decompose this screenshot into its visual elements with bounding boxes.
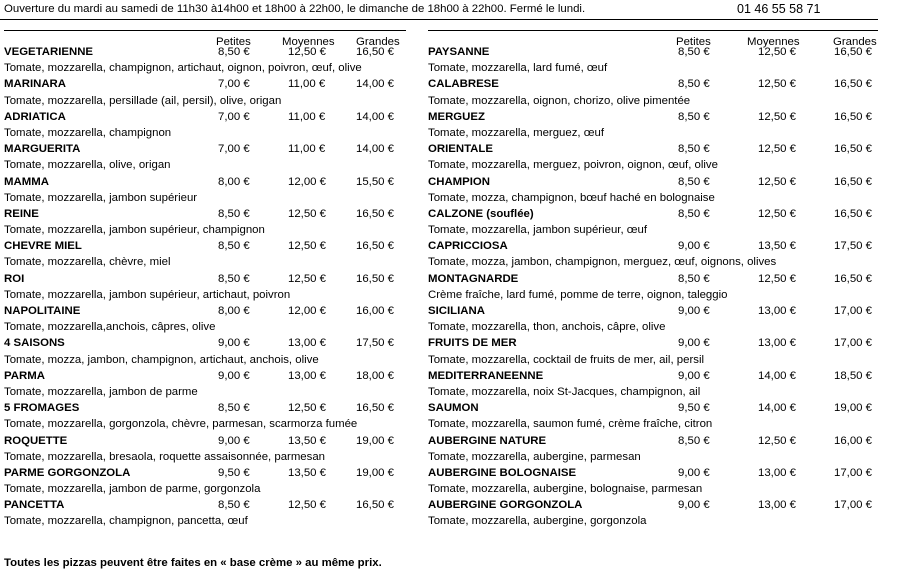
header-bar: [0, 0, 878, 20]
pizza-price-row: [428, 44, 878, 60]
medium-price: 12,50 €: [758, 207, 797, 220]
pizza-price-row: [4, 303, 406, 319]
pizza-name: MERGUEZ: [428, 110, 485, 123]
large-price: 19,00 €: [356, 466, 395, 479]
pizza-item: [4, 400, 406, 432]
pizza-name: AUBERGINE NATURE: [428, 434, 547, 447]
large-price: 16,50 €: [834, 207, 873, 220]
pizza-ingredients: Tomate, mozzarella, champignon, artichaut, oignon, poivron, œuf, olive: [4, 62, 362, 75]
pizza-item: [4, 174, 406, 206]
large-price: 16,00 €: [834, 434, 873, 447]
pizza-ingredients: Tomate, mozzarella, olive, origan: [4, 159, 171, 172]
pizza-ingredients: Tomate, mozzarella, jambon supérieur, œuf: [428, 224, 648, 237]
pizza-item: [428, 174, 878, 206]
pizza-price-row: [428, 335, 878, 351]
medium-price: 13,00 €: [288, 369, 327, 382]
pizza-ingredients: Tomate, mozza, jambon, champignon, merguez, œuf, oignons, olives: [428, 256, 777, 269]
pizza-ingredients: Tomate, mozzarella, gorgonzola, chèvre, parmesan, scarmorza fumée: [4, 418, 358, 431]
pizza-ingredients: Tomate, mozzarella, oignon, chorizo, olive pimentée: [428, 94, 691, 107]
large-price: 16,50 €: [834, 143, 873, 156]
pizza-name: 5 FROMAGES: [4, 402, 80, 415]
large-price: 16,50 €: [834, 46, 873, 58]
pizza-price-row: [428, 238, 878, 254]
large-price: 17,00 €: [834, 337, 873, 350]
pizza-price-row: [4, 400, 406, 416]
large-price: 14,00 €: [356, 78, 395, 91]
medium-price: 12,50 €: [758, 434, 797, 447]
pizza-item: [428, 335, 878, 367]
pizza-price-row: [428, 174, 878, 190]
pizza-price-row: [428, 433, 878, 449]
pizza-ingredients: Tomate, mozzarella, jambon supérieur: [4, 191, 198, 204]
price-header: [4, 30, 406, 48]
pizza-price-row: [4, 174, 406, 190]
small-price: 9,50 €: [218, 466, 250, 479]
small-price: 8,50 €: [678, 434, 710, 447]
pizza-ingredients: Tomate, mozzarella, jambon supérieur, champignon: [4, 224, 265, 237]
small-price: 8,50 €: [678, 175, 710, 188]
pizza-name: PAYSANNE: [428, 46, 490, 58]
pizza-ingredients: Tomate, mozza, jambon, champignon, artichaut, anchois, olive: [4, 353, 319, 366]
pizza-price-row: [4, 109, 406, 125]
pizza-name: CALZONE (souflée): [428, 207, 534, 220]
medium-price: 11,00 €: [288, 78, 326, 91]
small-price: 9,00 €: [678, 305, 710, 317]
large-price: 17,50 €: [834, 240, 873, 253]
large-price: 19,00 €: [834, 402, 873, 415]
pizza-item: [4, 465, 406, 497]
medium-price: 13,50 €: [288, 466, 327, 479]
small-price: 8,00 €: [218, 305, 250, 317]
pizza-price-row: [428, 368, 878, 384]
large-size-header: Grandes: [833, 36, 877, 48]
medium-price: 12,50 €: [288, 207, 327, 220]
pizza-name: MONTAGNARDE: [428, 272, 519, 285]
large-price: 18,50 €: [834, 369, 873, 382]
medium-price: 14,00 €: [758, 369, 797, 382]
pizza-name: PARMA: [4, 369, 45, 382]
pizza-name: FRUITS DE MER: [428, 337, 517, 350]
medium-price: 13,00 €: [758, 305, 797, 317]
medium-price: 14,00 €: [758, 402, 797, 415]
pizza-name: MARINARA: [4, 78, 67, 91]
medium-price: 12,50 €: [758, 46, 797, 58]
small-price: 8,50 €: [678, 78, 710, 91]
medium-price: 12,50 €: [288, 499, 327, 512]
small-price: 8,50 €: [678, 207, 710, 220]
pizza-ingredients: Tomate, mozzarella, bresaola, roquette assaisonnée, parmesan: [4, 450, 326, 463]
pizza-item: [428, 465, 878, 497]
pizza-name: CAPRICCIOSA: [428, 240, 508, 253]
pizza-name: ROQUETTE: [4, 434, 68, 447]
small-price: 9,50 €: [678, 402, 710, 415]
pizza-price-row: [428, 497, 878, 513]
medium-price: 13,00 €: [758, 499, 797, 512]
pizza-price-row: [428, 206, 878, 222]
small-price: 7,00 €: [218, 110, 250, 123]
medium-price: 12,50 €: [758, 78, 797, 91]
pizza-item: [428, 368, 878, 400]
pizza-item: [4, 76, 406, 108]
medium-price: 12,00 €: [288, 305, 327, 317]
large-price: 17,50 €: [356, 337, 395, 350]
pizza-ingredients: Tomate, mozzarella, jambon de parme, gorgonzola: [4, 483, 261, 496]
pizza-ingredients: Tomate, mozzarella, merguez, œuf: [428, 126, 604, 139]
large-price: 16,50 €: [356, 272, 395, 285]
pizza-name: ORIENTALE: [428, 143, 493, 156]
pizza-item: [428, 44, 878, 76]
large-price: 17,00 €: [834, 499, 873, 512]
small-price: 8,00 €: [218, 175, 250, 188]
pizza-ingredients: Tomate, mozzarella, jambon supérieur, artichaut, poivron: [4, 288, 291, 301]
pizza-price-row: [4, 206, 406, 222]
pizza-name: CALABRESE: [428, 78, 499, 91]
pizza-name: MARGUERITA: [4, 143, 81, 156]
pizza-name: PANCETTA: [4, 499, 65, 512]
small-price: 9,00 €: [678, 337, 710, 350]
small-size-header: Petites: [676, 36, 711, 48]
medium-price: 12,50 €: [758, 143, 797, 156]
small-price: 8,50 €: [678, 110, 710, 123]
large-price: 16,50 €: [356, 240, 395, 253]
pizza-ingredients: Tomate, mozzarella, cocktail de fruits de mer, ail, persil: [428, 353, 705, 366]
medium-price: 12,50 €: [758, 272, 797, 285]
large-price: 16,50 €: [356, 499, 395, 512]
pizza-price-row: [428, 465, 878, 481]
large-price: 14,00 €: [356, 110, 395, 123]
pizza-name: AUBERGINE BOLOGNAISE: [428, 466, 577, 479]
medium-price: 12,50 €: [288, 272, 327, 285]
large-price: 17,00 €: [834, 466, 873, 479]
pizza-item: [428, 433, 878, 465]
pizza-price-row: [4, 433, 406, 449]
medium-price: 13,00 €: [758, 466, 797, 479]
medium-price: 12,50 €: [758, 175, 797, 188]
pizza-name: SAUMON: [428, 402, 479, 415]
small-price: 9,00 €: [678, 499, 710, 512]
medium-price: 13,00 €: [758, 337, 797, 350]
pizza-ingredients: Tomate, mozzarella, aubergine, parmesan: [428, 450, 641, 463]
medium-price: 13,00 €: [288, 337, 327, 350]
pizza-name: CHAMPION: [428, 175, 491, 188]
medium-price: 12,50 €: [288, 240, 327, 253]
pizza-price-row: [4, 44, 406, 60]
pizza-item: [4, 303, 406, 335]
pizza-ingredients: Tomate, mozzarella, chèvre, miel: [4, 256, 171, 269]
medium-price: 12,50 €: [758, 110, 797, 123]
pizza-ingredients: Tomate, mozzarella, noix St-Jacques, champignon, ail: [428, 385, 701, 398]
pizza-price-row: [4, 465, 406, 481]
medium-price: 13,50 €: [758, 240, 797, 253]
pizza-name: REINE: [4, 207, 39, 220]
opening-hours: Ouverture du mardi au samedi de 11h30 à14h00 et 18h00 à 22h00, le dimanche de 18h00 à 22h00. Fermé le lundi.: [4, 3, 586, 15]
pizza-price-row: [4, 141, 406, 157]
small-price: 8,50 €: [218, 499, 250, 512]
small-price: 7,00 €: [218, 143, 250, 156]
pizza-name: AUBERGINE GORGONZOLA: [428, 499, 583, 512]
pizza-price-row: [428, 76, 878, 92]
small-price: 8,50 €: [678, 143, 710, 156]
pizza-price-row: [428, 109, 878, 125]
small-price: 8,50 €: [218, 272, 250, 285]
pizza-item: [4, 335, 406, 367]
medium-price: 13,50 €: [288, 434, 327, 447]
pizza-item: [4, 368, 406, 400]
pizza-item: [4, 141, 406, 173]
small-price: 9,00 €: [218, 369, 250, 382]
small-price: 8,50 €: [678, 46, 710, 58]
small-price: 9,00 €: [218, 337, 250, 350]
pizza-item: [428, 497, 878, 529]
large-price: 17,00 €: [834, 305, 873, 317]
medium-price: 11,00 €: [288, 143, 326, 156]
large-price: 16,50 €: [834, 110, 873, 123]
large-price: 14,00 €: [356, 143, 395, 156]
medium-price: 11,00 €: [288, 110, 326, 123]
pizza-price-row: [428, 400, 878, 416]
small-price: 8,50 €: [218, 207, 250, 220]
small-price: 9,00 €: [678, 240, 710, 253]
large-price: 16,50 €: [834, 78, 873, 91]
large-price: 18,00 €: [356, 369, 395, 382]
pizza-item: [4, 433, 406, 465]
pizza-name: MEDITERRANEENNE: [428, 369, 544, 382]
large-price: 15,50 €: [356, 175, 395, 188]
pizza-name: 4 SAISONS: [4, 337, 65, 350]
pizza-ingredients: Tomate, mozzarella,anchois, câpres, olive: [4, 321, 216, 334]
pizza-name: CHEVRE MIEL: [4, 240, 82, 253]
small-price: 9,00 €: [678, 466, 710, 479]
left-pizza-column: [4, 30, 406, 530]
medium-size-header: Moyennes: [747, 36, 800, 48]
pizza-item: [428, 303, 878, 335]
pizza-item: [4, 271, 406, 303]
pizza-item: [4, 497, 406, 529]
large-price: 19,00 €: [356, 434, 395, 447]
pizza-item: [428, 206, 878, 238]
pizza-name: SICILIANA: [428, 305, 485, 317]
small-price: 9,00 €: [218, 434, 250, 447]
pizza-ingredients: Tomate, mozzarella, saumon fumé, crème fraîche, citron: [428, 418, 713, 431]
right-pizza-column: [428, 30, 878, 530]
large-price: 16,50 €: [834, 175, 873, 188]
price-header: [428, 30, 878, 48]
pizza-ingredients: Crème fraîche, lard fumé, pomme de terre, oignon, taleggio: [428, 288, 728, 301]
pizza-name: MAMMA: [4, 175, 49, 188]
medium-price: 12,50 €: [288, 402, 327, 415]
small-price: 7,00 €: [218, 78, 250, 91]
pizza-price-row: [428, 271, 878, 287]
medium-price: 12,00 €: [288, 175, 327, 188]
pizza-price-row: [4, 271, 406, 287]
pizza-name: NAPOLITAINE: [4, 305, 81, 317]
pizza-ingredients: Tomate, mozzarella, aubergine, gorgonzola: [428, 515, 647, 528]
phone-number[interactable]: 01 46 55 58 71: [737, 2, 821, 16]
pizza-ingredients: Tomate, mozzarella, persillade (ail, persil), olive, origan: [4, 94, 282, 107]
pizza-item: [428, 109, 878, 141]
pizza-item: [428, 400, 878, 432]
small-price: 9,00 €: [678, 369, 710, 382]
pizza-name: VEGETARIENNE: [4, 46, 94, 58]
pizza-item: [428, 76, 878, 108]
pizza-price-row: [428, 141, 878, 157]
pizza-item: [4, 44, 406, 76]
pizza-item: [4, 238, 406, 270]
pizza-name: PARME GORGONZOLA: [4, 466, 131, 479]
medium-price: 12,50 €: [288, 46, 327, 58]
large-price: 16,50 €: [356, 207, 395, 220]
pizza-name: ADRIATICA: [4, 110, 66, 123]
pizza-ingredients: Tomate, mozzarella, champignon: [4, 126, 172, 139]
pizza-item: [4, 206, 406, 238]
large-size-header: Grandes: [356, 36, 400, 48]
pizza-ingredients: Tomate, mozzarella, jambon de parme: [4, 385, 198, 398]
pizza-price-row: [4, 238, 406, 254]
pizza-item: [428, 141, 878, 173]
pizza-price-row: [4, 368, 406, 384]
large-price: 16,50 €: [356, 402, 395, 415]
large-price: 16,50 €: [834, 272, 873, 285]
pizza-price-row: [428, 303, 878, 319]
large-price: 16,50 €: [356, 46, 395, 58]
large-price: 16,00 €: [356, 305, 395, 317]
pizza-ingredients: Tomate, mozzarella, merguez, poivron, oignon, œuf, olive: [428, 159, 718, 172]
pizza-ingredients: Tomate, mozzarella, thon, anchois, câpre, olive: [428, 321, 666, 334]
pizza-ingredients: Tomate, mozzarella, champignon, pancetta, œuf: [4, 515, 248, 528]
base-creme-note: Toutes les pizzas peuvent être faites en « base crème » au même prix.: [4, 557, 382, 569]
pizza-price-row: [4, 335, 406, 351]
pizza-price-row: [4, 76, 406, 92]
medium-size-header: Moyennes: [282, 36, 335, 48]
small-price: 8,50 €: [678, 272, 710, 285]
small-price: 8,50 €: [218, 46, 250, 58]
small-size-header: Petites: [216, 36, 251, 48]
pizza-price-row: [4, 497, 406, 513]
pizza-ingredients: Tomate, mozzarella, aubergine, bolognaise, parmesan: [428, 483, 703, 496]
pizza-item: [4, 109, 406, 141]
pizza-ingredients: Tomate, mozzarella, lard fumé, œuf: [428, 62, 608, 75]
pizza-item: [428, 238, 878, 270]
pizza-item: [428, 271, 878, 303]
small-price: 8,50 €: [218, 240, 250, 253]
small-price: 8,50 €: [218, 402, 250, 415]
pizza-name: ROI: [4, 272, 25, 285]
pizza-ingredients: Tomate, mozza, champignon, bœuf haché en bolognaise: [428, 191, 715, 204]
